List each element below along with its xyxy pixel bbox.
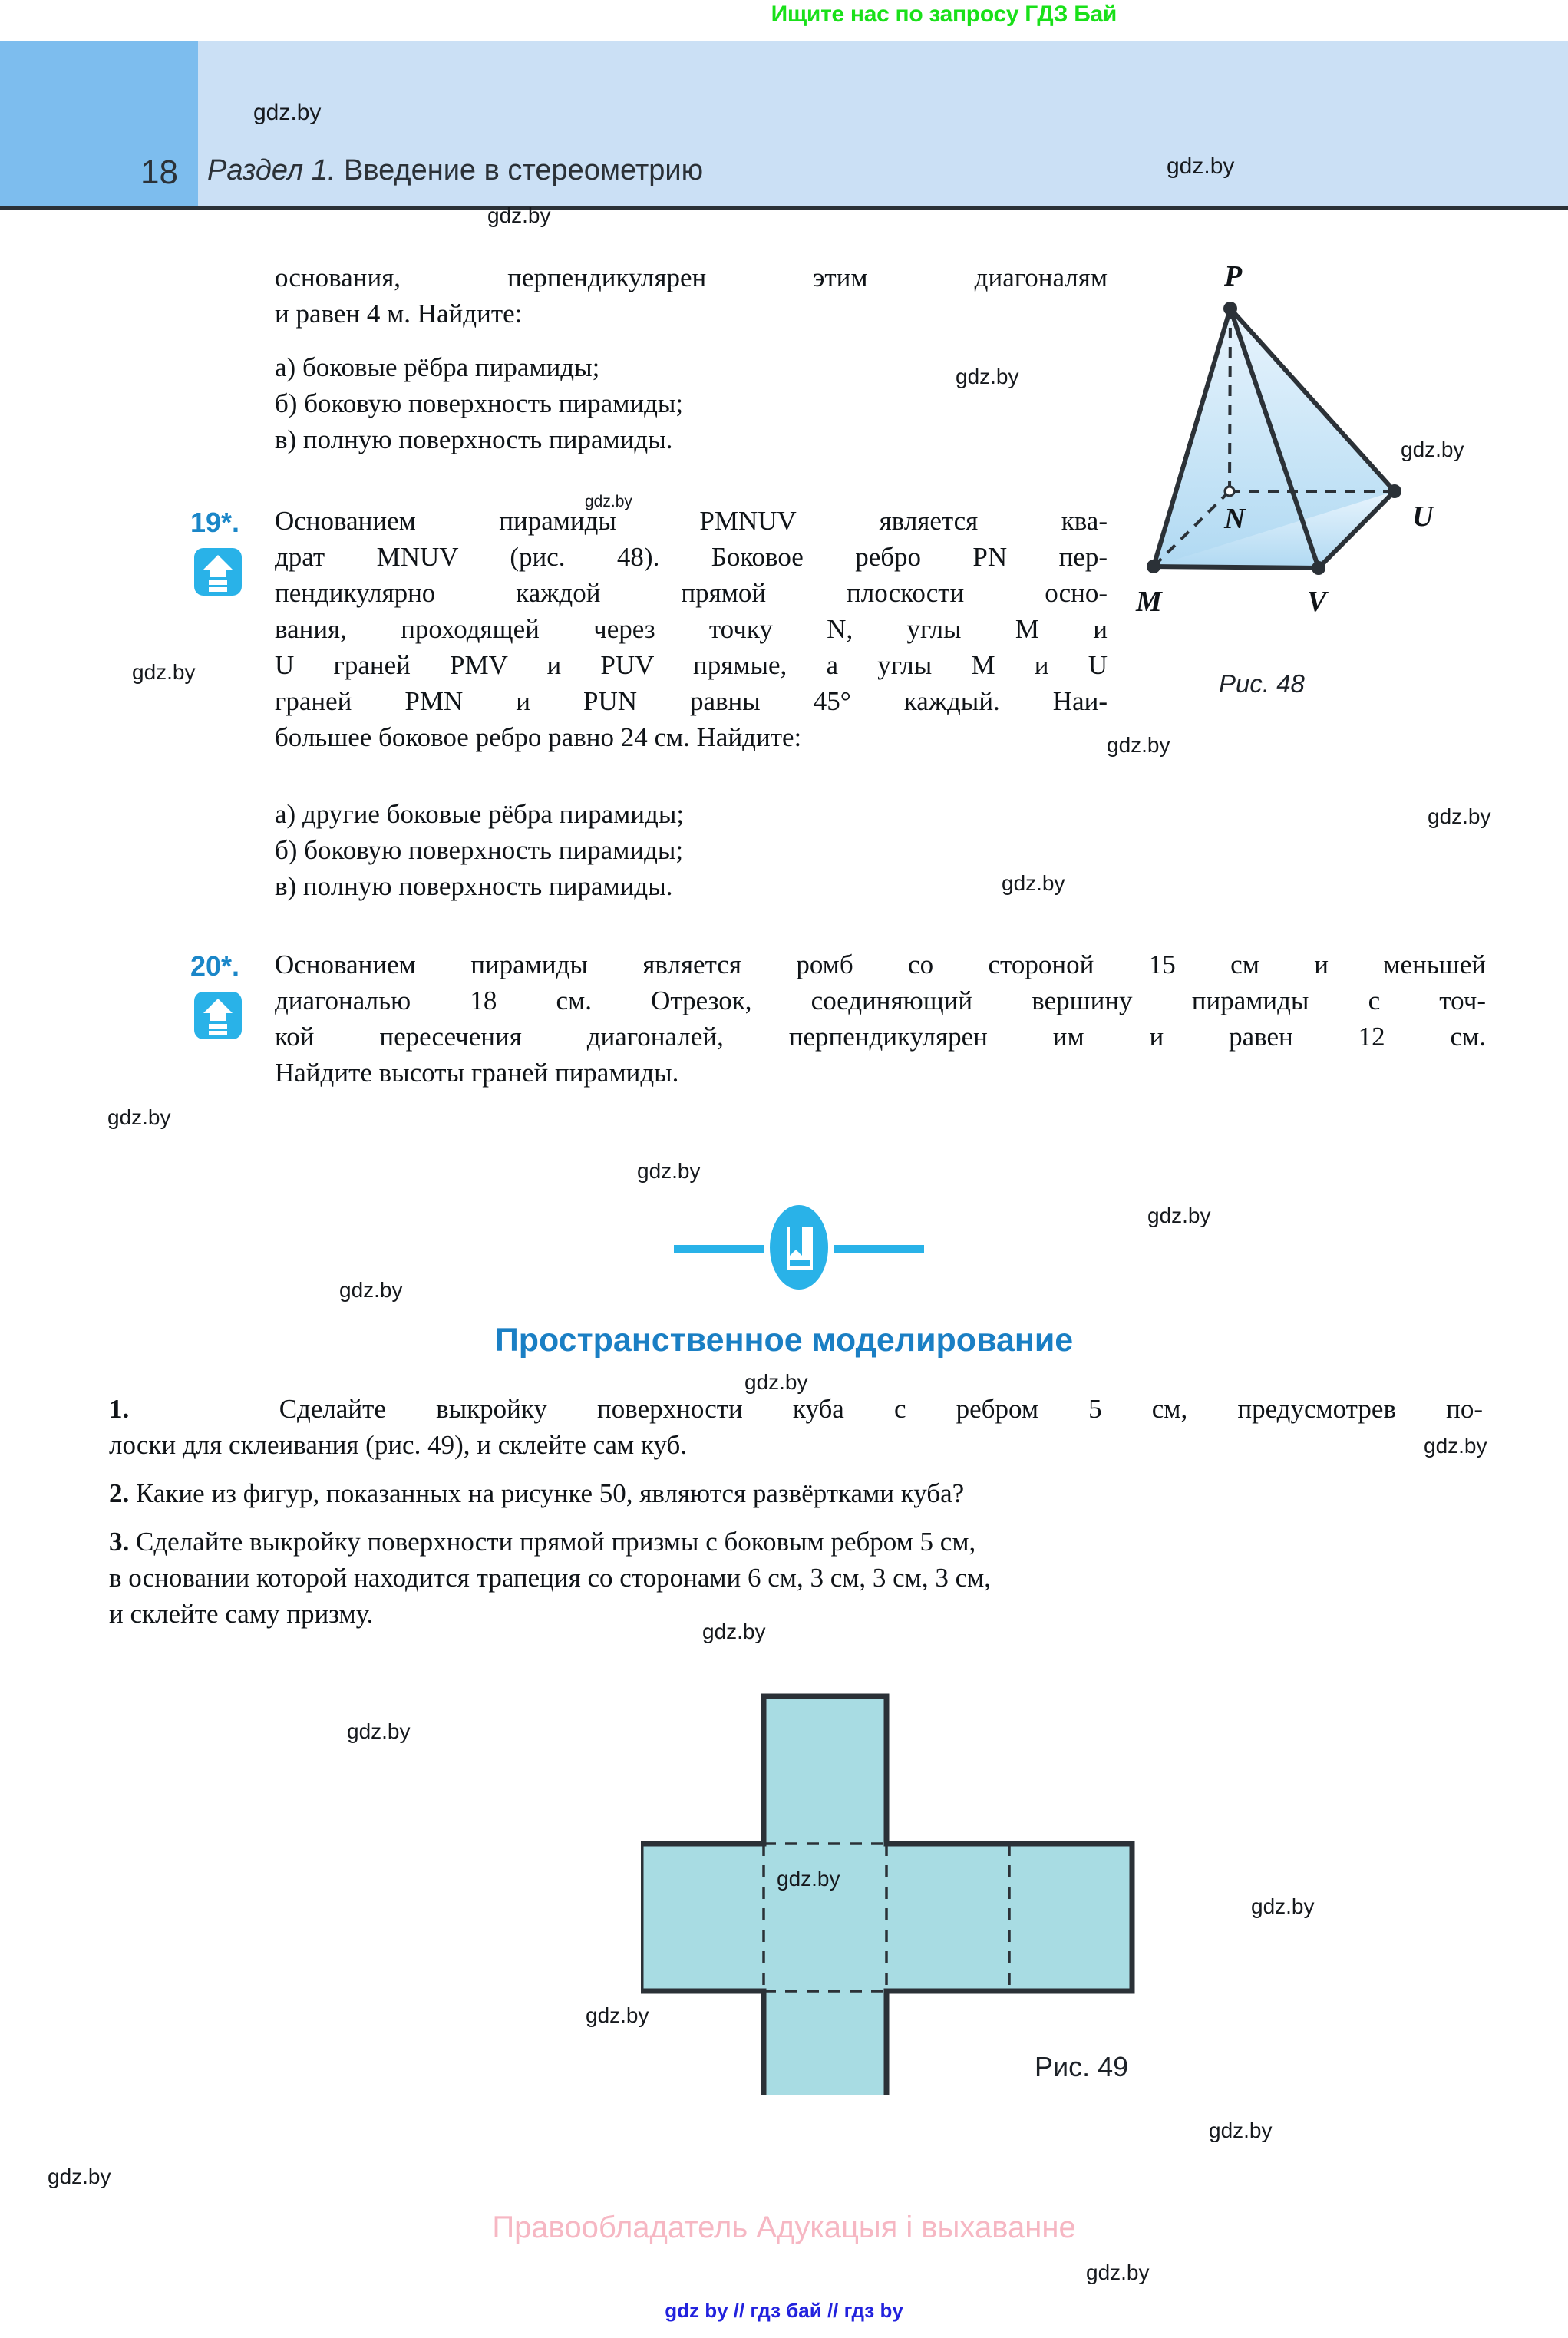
task-line: лоски для склеивания (рис. 49), и склейте сам куб. [109,1430,688,1460]
task-number: 3. [109,1527,130,1557]
page-number: 18 [140,154,178,191]
list-item: б) боковую поверхность пирамиды; [275,835,684,865]
exercise-line: большее боковое ребро равно 24 см. Найдите: [275,722,802,752]
task-line [109,1391,1483,1427]
exercise-19-text [275,503,1108,755]
list-item: в) полную поверхность пирамиды. [275,871,673,901]
section-divider [0,1205,1568,1290]
exercise-line: кой пересечения диагоналей, перпендикулярен им и равен 12 см. [275,1022,1486,1052]
vertex-label-N: N [1224,503,1246,535]
task-number: 1. [109,1394,130,1424]
advanced-level-icon [194,992,242,1039]
watermark: gdz.by [1086,2260,1150,2284]
task-text: Сделайте выкройку поверхности прямой призмы с боковым ребром 5 см, [136,1527,976,1557]
list-item: а) другие боковые рёбра пирамиды; [275,799,685,829]
watermark: gdz.by [702,1620,766,1643]
vertex-label-P: P [1224,260,1243,292]
header-divider-rule [0,206,1568,210]
watermark: gdz.by [744,1370,808,1394]
watermark: gdz.by [777,1867,840,1891]
figure-48-caption: Рис. 48 [1219,669,1305,698]
watermark: gdz.by [1428,804,1491,828]
task-text: Какие из фигур, показанных на рисунке 50, являются развёртками куба? [136,1478,965,1508]
paragraph-line: основания, перпендикулярен этим диагоналям [275,263,1108,292]
watermark: gdz.by [253,100,322,125]
bottom-links: gdz by // гдз бай // гдз by [665,2299,903,2322]
exercise-line: пендикулярно каждой прямой плоскости осно- [275,578,1108,608]
copyright-notice: Правообладатель Адукацыя і выхаванне [492,2211,1076,2244]
watermark: gdz.by [1251,1894,1315,1918]
figure-49-cube-net [641,1689,1170,2095]
watermark: gdz.by [585,493,632,510]
watermark: gdz.by [1002,871,1065,895]
watermark: gdz.by [1107,733,1170,757]
task-number: 2. [109,1478,130,1508]
watermark: gdz.by [586,2003,649,2027]
task-3 [109,1524,1483,1632]
watermark: gdz.by [1147,1204,1211,1227]
watermark: gdz.by [1167,154,1235,179]
task-1 [109,1391,1483,1463]
section-breadcrumb [207,156,703,185]
section-heading: Пространственное моделирование [494,1322,1074,1359]
book-icon-badge [770,1205,828,1290]
promo-strip [0,0,1568,41]
exercise-number-19: 19*. [190,507,240,538]
task-line: в основании которой находится трапеция со сторонами 6 см, 3 см, 3 см, 3 см, [109,1563,992,1593]
task-line: и склейте саму призму. [109,1599,374,1629]
divider-line-right [834,1245,924,1253]
exercise-line: диагональю 18 см. Отрезок, соединяющий вершину пирамиды с точ- [275,986,1486,1015]
task-line [109,1524,1483,1560]
vertex-label-M: M [1136,586,1162,618]
watermark: gdz.by [1209,2118,1273,2142]
watermark: gdz.by [132,660,196,684]
vertex-label-V: V [1307,586,1327,618]
exercise-line: драт MNUV (рис. 48). Боковое ребро PN пер- [275,542,1108,572]
advanced-level-icon [194,548,242,596]
watermark: gdz.by [956,365,1019,388]
vertex-label-U: U [1412,500,1434,533]
task-line [109,1475,1483,1511]
exercise-20-text [275,946,1486,1091]
watermark: gdz.by [48,2165,111,2188]
exercise-19-items [275,796,1108,904]
watermark: gdz.by [487,203,551,227]
task-text: Сделайте выкройку поверхности куба с ребром 5 см, предусмотрев по- [279,1394,1484,1424]
continued-paragraph [275,259,1108,332]
figure-49-caption: Рис. 49 [1035,2051,1129,2082]
list-item: а) боковые рёбра пирамиды; [275,352,600,382]
paragraph-line: и равен 4 м. Найдите: [275,299,523,329]
list-item: б) боковую поверхность пирамиды; [275,388,684,418]
section-title-text: Введение в стереометрию [344,154,704,187]
watermark: gdz.by [1401,438,1464,461]
watermark: gdz.by [339,1278,403,1302]
watermark: gdz.by [347,1719,411,1743]
exercise-line: Найдите высоты граней пирамиды. [275,1058,679,1088]
task-2 [109,1475,1483,1511]
exercise-line: граней PMN и PUN равны 45° каждый. Наи- [275,686,1108,716]
exercise-number-20: 20*. [190,950,240,982]
list-item: в) полную поверхность пирамиды. [275,424,673,454]
watermark: gdz.by [637,1159,701,1183]
section-prefix: Раздел 1. [207,154,336,187]
watermark: gdz.by [1424,1434,1487,1458]
watermark: gdz.by [107,1105,171,1129]
exercise-line: вания, проходящей через точку N, углы M и [275,614,1108,644]
divider-line-left [674,1245,764,1253]
promo-text: Ищите нас по запросу ГДЗ Бай [771,2,1117,27]
exercise-line: Основанием пирамиды PMNUV является ква- [275,506,1108,536]
exercise-line: Основанием пирамиды является ромб со стороной 15 см и меньшей [275,949,1486,979]
exercise-line: U граней PMV и PUV прямые, а углы M и U [275,650,1108,680]
book-icon [770,1205,828,1290]
